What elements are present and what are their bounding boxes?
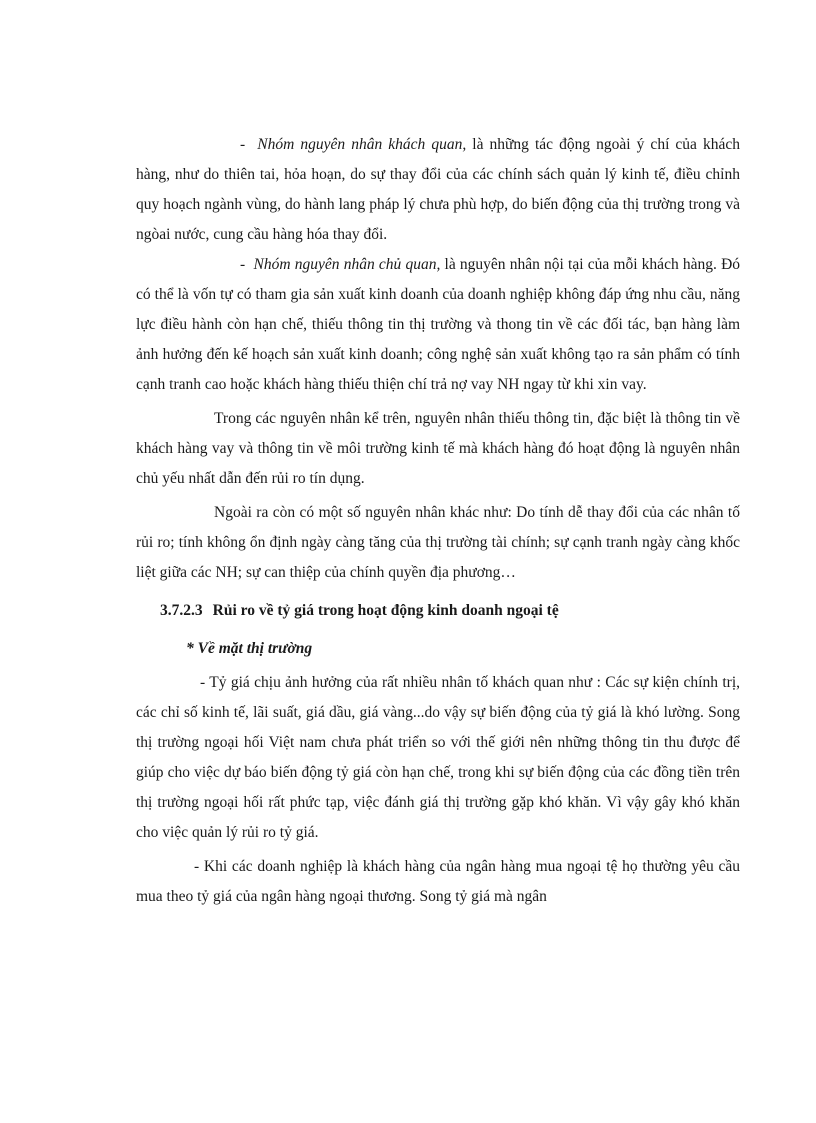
paragraph-information-causes: Trong các nguyên nhân kể trên, nguyên nhân thiếu thông tin, đặc biệt là thông tin về khách hàng vay và thông tin về môi trường kinh tế mà khách hàng đó hoạt động là nguyên nhân chủ yếu nhất dẫn đến rủi ro tín dụng. [136,410,740,487]
paragraph-enterprise-purchase: - Khi các doanh nghiệp là khách hàng của ngân hàng mua ngoại tệ họ thường yêu cầu mua theo tỷ giá của ngân hàng ngoại thương. Song tỷ giá mà ngân [136,858,740,905]
paragraph-objective-causes [136,130,740,250]
dash: - [240,256,246,273]
paragraph-subjective-causes [136,250,740,400]
dash: - [240,136,246,153]
paragraph-text: là nguyên nhân nội tại của mỗi khách hàng. Đó có thể là vốn tự có tham gia sản xuất kinh doanh của doanh nghiệp không đáp ứng nhu cầu, năng lực điều hành còn hạn chế, thiếu thông tin thị trường và thong tin về các đối tác, bạn hàng làm ảnh hưởng đến kế hoạch sản xuất kinh doanh; công nghệ sản xuất không tạo ra sản phẩm có tính cạnh tranh cao hoặc khách hàng thiếu thiện chí trả nợ vay NH ngay từ khi xin vay. [136,256,741,393]
section-heading [136,596,740,626]
paragraph-lead-italic: Nhóm nguyên nhân khách quan, [257,136,467,153]
section-title: Rủi ro về tỷ giá trong hoạt động kinh doanh ngoại tệ [212,602,559,619]
paragraph-exchange-rate-market: - Tỷ giá chịu ảnh hưởng của rất nhiều nhân tố khách quan như : Các sự kiện chính trị, các chỉ số kinh tế, lãi suất, giá dầu, giá vàng...do vậy sự biến động của tỷ giá là khó lường. Song thị trường ngoại hối Việt nam chưa phát triển so với thế giới nên những thông tin thu được để giúp cho việc dự báo biến động tỷ giá còn hạn chế, trong khi sự biến động của các đồng tiền trên thị trường ngoại hối rất phức tạp, việc đánh giá thị trường gặp khó khăn. Vì vậy gây khó khăn cho việc quản lý rủi ro tỷ giá. [136,674,740,841]
subheading-market: * Về mặt thị trường [186,640,313,657]
section-number: 3.7.2.3 [160,602,203,619]
document-page [136,130,740,912]
paragraph-text: là những tác động ngoài ý chí của khách hàng, như do thiên tai, hỏa hoạn, do sự thay đổi của các chính sách quản lý kinh tế, điều chỉnh quy hoạch ngành vùng, do hành lang pháp lý chưa phù hợp, do biến động của thị trường trong và ngòai nước, cung cầu hàng hóa thay đổi. [136,136,741,243]
paragraph-other-causes: Ngoài ra còn có một số nguyên nhân khác như: Do tính dễ thay đổi của các nhân tố rủi ro; tính không ổn định ngày càng tăng của thị trường tài chính; sự cạnh tranh ngày càng khốc liệt giữa các NH; sự can thiệp của chính quyền địa phương… [136,504,740,581]
paragraph-lead-italic: Nhóm nguyên nhân chủ quan, [253,256,441,273]
